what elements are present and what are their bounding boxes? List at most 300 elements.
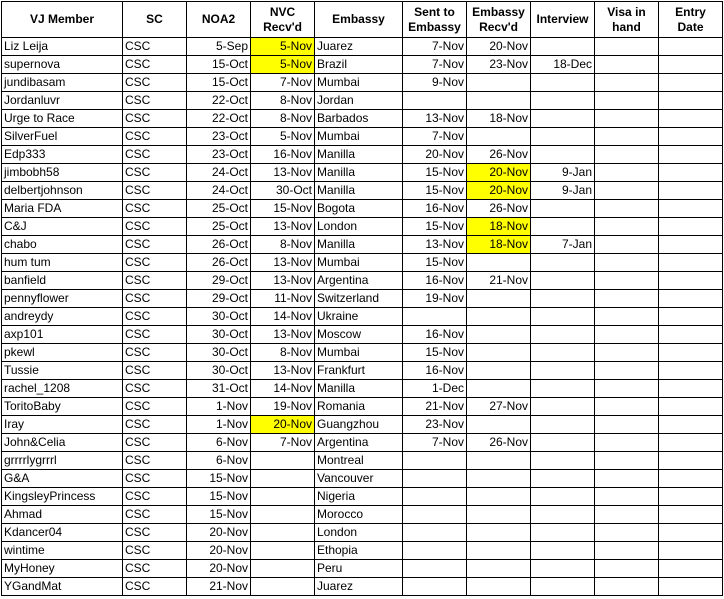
cell-interview[interactable]: [531, 560, 595, 578]
cell-visa-in-hand[interactable]: [595, 326, 659, 344]
cell-sent-to-embassy[interactable]: 16-Nov: [403, 326, 467, 344]
cell-visa-in-hand[interactable]: [595, 128, 659, 146]
cell-embassy[interactable]: Nigeria: [315, 488, 403, 506]
cell-sc[interactable]: CSC: [123, 38, 187, 56]
cell-visa-in-hand[interactable]: [595, 452, 659, 470]
cell-entry-date[interactable]: [659, 542, 723, 560]
cell-sent-to-embassy[interactable]: 23-Nov: [403, 416, 467, 434]
cell-sent-to-embassy[interactable]: 7-Nov: [403, 56, 467, 74]
cell-embassy-recvd[interactable]: 26-Nov: [467, 146, 531, 164]
cell-sent-to-embassy[interactable]: 15-Nov: [403, 254, 467, 272]
cell-embassy-recvd[interactable]: [467, 416, 531, 434]
cell-entry-date[interactable]: [659, 272, 723, 290]
cell-entry-date[interactable]: [659, 182, 723, 200]
cell-embassy[interactable]: Manilla: [315, 380, 403, 398]
cell-noa2[interactable]: 20-Nov: [187, 524, 251, 542]
cell-sc[interactable]: CSC: [123, 578, 187, 596]
cell-sc[interactable]: CSC: [123, 218, 187, 236]
cell-embassy[interactable]: Mumbai: [315, 128, 403, 146]
cell-noa2[interactable]: 30-Oct: [187, 326, 251, 344]
cell-visa-in-hand[interactable]: [595, 164, 659, 182]
cell-sc[interactable]: CSC: [123, 182, 187, 200]
cell-interview[interactable]: [531, 470, 595, 488]
cell-nvc-recvd[interactable]: [251, 488, 315, 506]
cell-entry-date[interactable]: [659, 326, 723, 344]
cell-entry-date[interactable]: [659, 452, 723, 470]
cell-noa2[interactable]: 25-Oct: [187, 200, 251, 218]
cell-noa2[interactable]: 26-Oct: [187, 236, 251, 254]
cell-entry-date[interactable]: [659, 128, 723, 146]
cell-sc[interactable]: CSC: [123, 344, 187, 362]
cell-entry-date[interactable]: [659, 506, 723, 524]
cell-sent-to-embassy[interactable]: 16-Nov: [403, 362, 467, 380]
cell-noa2[interactable]: 6-Nov: [187, 434, 251, 452]
cell-vj-member[interactable]: banfield: [2, 272, 123, 290]
cell-interview[interactable]: [531, 416, 595, 434]
cell-visa-in-hand[interactable]: [595, 398, 659, 416]
cell-noa2[interactable]: 24-Oct: [187, 164, 251, 182]
cell-sent-to-embassy[interactable]: 16-Nov: [403, 272, 467, 290]
cell-nvc-recvd[interactable]: 5-Nov: [251, 56, 315, 74]
cell-visa-in-hand[interactable]: [595, 506, 659, 524]
cell-vj-member[interactable]: Iray: [2, 416, 123, 434]
cell-nvc-recvd[interactable]: 14-Nov: [251, 380, 315, 398]
cell-sc[interactable]: CSC: [123, 56, 187, 74]
cell-interview[interactable]: [531, 92, 595, 110]
cell-nvc-recvd[interactable]: 7-Nov: [251, 434, 315, 452]
cell-embassy-recvd[interactable]: [467, 92, 531, 110]
cell-entry-date[interactable]: [659, 416, 723, 434]
cell-noa2[interactable]: 15-Nov: [187, 470, 251, 488]
cell-vj-member[interactable]: grrrrlygrrrl: [2, 452, 123, 470]
cell-interview[interactable]: [531, 308, 595, 326]
cell-embassy[interactable]: Barbados: [315, 110, 403, 128]
cell-interview[interactable]: [531, 38, 595, 56]
cell-embassy[interactable]: London: [315, 524, 403, 542]
cell-embassy[interactable]: Morocco: [315, 506, 403, 524]
cell-nvc-recvd[interactable]: 5-Nov: [251, 128, 315, 146]
cell-nvc-recvd[interactable]: [251, 470, 315, 488]
cell-entry-date[interactable]: [659, 578, 723, 596]
cell-nvc-recvd[interactable]: 11-Nov: [251, 290, 315, 308]
cell-visa-in-hand[interactable]: [595, 182, 659, 200]
cell-embassy-recvd[interactable]: 27-Nov: [467, 398, 531, 416]
cell-visa-in-hand[interactable]: [595, 578, 659, 596]
cell-sc[interactable]: CSC: [123, 272, 187, 290]
cell-sent-to-embassy[interactable]: 15-Nov: [403, 164, 467, 182]
cell-embassy[interactable]: Bogota: [315, 200, 403, 218]
cell-embassy[interactable]: Montreal: [315, 452, 403, 470]
cell-embassy-recvd[interactable]: 18-Nov: [467, 236, 531, 254]
cell-embassy[interactable]: Moscow: [315, 326, 403, 344]
cell-vj-member[interactable]: SilverFuel: [2, 128, 123, 146]
cell-entry-date[interactable]: [659, 362, 723, 380]
cell-sent-to-embassy[interactable]: [403, 470, 467, 488]
cell-embassy[interactable]: Peru: [315, 560, 403, 578]
cell-embassy-recvd[interactable]: [467, 290, 531, 308]
cell-embassy-recvd[interactable]: 20-Nov: [467, 164, 531, 182]
cell-visa-in-hand[interactable]: [595, 110, 659, 128]
cell-visa-in-hand[interactable]: [595, 416, 659, 434]
cell-nvc-recvd[interactable]: 20-Nov: [251, 416, 315, 434]
cell-noa2[interactable]: 1-Nov: [187, 416, 251, 434]
cell-noa2[interactable]: 31-Oct: [187, 380, 251, 398]
cell-interview[interactable]: 9-Jan: [531, 182, 595, 200]
cell-entry-date[interactable]: [659, 254, 723, 272]
cell-visa-in-hand[interactable]: [595, 92, 659, 110]
cell-embassy[interactable]: Guangzhou: [315, 416, 403, 434]
cell-embassy-recvd[interactable]: [467, 362, 531, 380]
cell-vj-member[interactable]: YGandMat: [2, 578, 123, 596]
cell-interview[interactable]: [531, 128, 595, 146]
cell-sent-to-embassy[interactable]: 7-Nov: [403, 128, 467, 146]
cell-interview[interactable]: [531, 506, 595, 524]
cell-embassy-recvd[interactable]: [467, 470, 531, 488]
cell-sent-to-embassy[interactable]: [403, 542, 467, 560]
cell-noa2[interactable]: 20-Nov: [187, 542, 251, 560]
cell-embassy[interactable]: Switzerland: [315, 290, 403, 308]
cell-interview[interactable]: [531, 344, 595, 362]
cell-nvc-recvd[interactable]: 13-Nov: [251, 218, 315, 236]
cell-visa-in-hand[interactable]: [595, 56, 659, 74]
cell-embassy[interactable]: Manilla: [315, 164, 403, 182]
cell-entry-date[interactable]: [659, 290, 723, 308]
cell-sc[interactable]: CSC: [123, 110, 187, 128]
cell-entry-date[interactable]: [659, 488, 723, 506]
cell-noa2[interactable]: 6-Nov: [187, 452, 251, 470]
cell-noa2[interactable]: 21-Nov: [187, 578, 251, 596]
cell-vj-member[interactable]: rachel_1208: [2, 380, 123, 398]
cell-noa2[interactable]: 22-Oct: [187, 110, 251, 128]
cell-visa-in-hand[interactable]: [595, 560, 659, 578]
cell-vj-member[interactable]: John&Celia: [2, 434, 123, 452]
cell-embassy-recvd[interactable]: [467, 254, 531, 272]
cell-nvc-recvd[interactable]: 13-Nov: [251, 254, 315, 272]
cell-sent-to-embassy[interactable]: 13-Nov: [403, 110, 467, 128]
cell-sent-to-embassy[interactable]: 7-Nov: [403, 38, 467, 56]
cell-vj-member[interactable]: Maria FDA: [2, 200, 123, 218]
cell-vj-member[interactable]: axp101: [2, 326, 123, 344]
cell-interview[interactable]: [531, 272, 595, 290]
cell-nvc-recvd[interactable]: [251, 578, 315, 596]
cell-nvc-recvd[interactable]: 8-Nov: [251, 344, 315, 362]
cell-sc[interactable]: CSC: [123, 470, 187, 488]
cell-visa-in-hand[interactable]: [595, 218, 659, 236]
cell-visa-in-hand[interactable]: [595, 434, 659, 452]
cell-visa-in-hand[interactable]: [595, 542, 659, 560]
cell-vj-member[interactable]: ToritoBaby: [2, 398, 123, 416]
cell-sent-to-embassy[interactable]: [403, 506, 467, 524]
cell-embassy[interactable]: Vancouver: [315, 470, 403, 488]
cell-nvc-recvd[interactable]: 13-Nov: [251, 326, 315, 344]
cell-embassy-recvd[interactable]: [467, 308, 531, 326]
cell-sc[interactable]: CSC: [123, 416, 187, 434]
cell-embassy-recvd[interactable]: [467, 344, 531, 362]
cell-sent-to-embassy[interactable]: 15-Nov: [403, 344, 467, 362]
cell-nvc-recvd[interactable]: 5-Nov: [251, 38, 315, 56]
cell-vj-member[interactable]: Kdancer04: [2, 524, 123, 542]
cell-embassy-recvd[interactable]: [467, 524, 531, 542]
cell-sent-to-embassy[interactable]: 15-Nov: [403, 182, 467, 200]
cell-vj-member[interactable]: wintime: [2, 542, 123, 560]
cell-sc[interactable]: CSC: [123, 200, 187, 218]
cell-sent-to-embassy[interactable]: [403, 92, 467, 110]
cell-visa-in-hand[interactable]: [595, 488, 659, 506]
cell-entry-date[interactable]: [659, 92, 723, 110]
cell-noa2[interactable]: 5-Sep: [187, 38, 251, 56]
cell-vj-member[interactable]: pennyflower: [2, 290, 123, 308]
cell-noa2[interactable]: 26-Oct: [187, 254, 251, 272]
cell-entry-date[interactable]: [659, 236, 723, 254]
cell-sc[interactable]: CSC: [123, 524, 187, 542]
cell-embassy[interactable]: Mumbai: [315, 254, 403, 272]
cell-vj-member[interactable]: KingsleyPrincess: [2, 488, 123, 506]
cell-nvc-recvd[interactable]: 8-Nov: [251, 110, 315, 128]
cell-noa2[interactable]: 23-Oct: [187, 128, 251, 146]
cell-embassy[interactable]: Mumbai: [315, 344, 403, 362]
cell-vj-member[interactable]: Ahmad: [2, 506, 123, 524]
cell-sc[interactable]: CSC: [123, 398, 187, 416]
cell-entry-date[interactable]: [659, 398, 723, 416]
cell-entry-date[interactable]: [659, 560, 723, 578]
cell-sent-to-embassy[interactable]: 19-Nov: [403, 290, 467, 308]
cell-visa-in-hand[interactable]: [595, 362, 659, 380]
cell-visa-in-hand[interactable]: [595, 272, 659, 290]
cell-interview[interactable]: [531, 452, 595, 470]
cell-sent-to-embassy[interactable]: 9-Nov: [403, 74, 467, 92]
cell-sc[interactable]: CSC: [123, 506, 187, 524]
cell-embassy-recvd[interactable]: [467, 128, 531, 146]
cell-embassy-recvd[interactable]: 18-Nov: [467, 110, 531, 128]
cell-sent-to-embassy[interactable]: 16-Nov: [403, 200, 467, 218]
cell-nvc-recvd[interactable]: 13-Nov: [251, 362, 315, 380]
cell-embassy[interactable]: Ethopia: [315, 542, 403, 560]
cell-embassy-recvd[interactable]: 18-Nov: [467, 218, 531, 236]
cell-interview[interactable]: [531, 578, 595, 596]
cell-embassy[interactable]: Manilla: [315, 236, 403, 254]
cell-embassy[interactable]: Argentina: [315, 272, 403, 290]
cell-sc[interactable]: CSC: [123, 542, 187, 560]
cell-nvc-recvd[interactable]: 16-Nov: [251, 146, 315, 164]
cell-sent-to-embassy[interactable]: [403, 578, 467, 596]
cell-embassy[interactable]: London: [315, 218, 403, 236]
cell-nvc-recvd[interactable]: 13-Nov: [251, 272, 315, 290]
cell-noa2[interactable]: 15-Oct: [187, 56, 251, 74]
cell-embassy[interactable]: Juarez: [315, 578, 403, 596]
cell-nvc-recvd[interactable]: 15-Nov: [251, 200, 315, 218]
cell-interview[interactable]: [531, 218, 595, 236]
cell-noa2[interactable]: 29-Oct: [187, 290, 251, 308]
cell-sent-to-embassy[interactable]: 21-Nov: [403, 398, 467, 416]
cell-interview[interactable]: [531, 74, 595, 92]
cell-sc[interactable]: CSC: [123, 254, 187, 272]
cell-nvc-recvd[interactable]: [251, 452, 315, 470]
cell-sent-to-embassy[interactable]: [403, 524, 467, 542]
cell-visa-in-hand[interactable]: [595, 146, 659, 164]
cell-visa-in-hand[interactable]: [595, 236, 659, 254]
cell-interview[interactable]: [531, 524, 595, 542]
cell-visa-in-hand[interactable]: [595, 380, 659, 398]
cell-embassy-recvd[interactable]: [467, 452, 531, 470]
cell-interview[interactable]: [531, 290, 595, 308]
cell-interview[interactable]: [531, 362, 595, 380]
cell-sc[interactable]: CSC: [123, 290, 187, 308]
cell-interview[interactable]: 9-Jan: [531, 164, 595, 182]
cell-embassy[interactable]: Jordan: [315, 92, 403, 110]
cell-embassy[interactable]: Argentina: [315, 434, 403, 452]
cell-embassy[interactable]: Manilla: [315, 182, 403, 200]
cell-embassy[interactable]: Manilla: [315, 146, 403, 164]
cell-embassy[interactable]: Ukraine: [315, 308, 403, 326]
cell-nvc-recvd[interactable]: [251, 524, 315, 542]
cell-embassy-recvd[interactable]: [467, 506, 531, 524]
cell-sc[interactable]: CSC: [123, 128, 187, 146]
cell-entry-date[interactable]: [659, 164, 723, 182]
cell-embassy-recvd[interactable]: 26-Nov: [467, 434, 531, 452]
cell-sc[interactable]: CSC: [123, 488, 187, 506]
cell-visa-in-hand[interactable]: [595, 200, 659, 218]
cell-sent-to-embassy[interactable]: 1-Dec: [403, 380, 467, 398]
cell-embassy-recvd[interactable]: [467, 560, 531, 578]
cell-noa2[interactable]: 30-Oct: [187, 308, 251, 326]
cell-sent-to-embassy[interactable]: [403, 452, 467, 470]
cell-sent-to-embassy[interactable]: 20-Nov: [403, 146, 467, 164]
cell-visa-in-hand[interactable]: [595, 524, 659, 542]
cell-embassy[interactable]: Brazil: [315, 56, 403, 74]
cell-entry-date[interactable]: [659, 470, 723, 488]
cell-sc[interactable]: CSC: [123, 146, 187, 164]
cell-entry-date[interactable]: [659, 218, 723, 236]
cell-visa-in-hand[interactable]: [595, 74, 659, 92]
cell-sc[interactable]: CSC: [123, 308, 187, 326]
cell-sc[interactable]: CSC: [123, 74, 187, 92]
cell-vj-member[interactable]: Edp333: [2, 146, 123, 164]
cell-sent-to-embassy[interactable]: [403, 488, 467, 506]
cell-vj-member[interactable]: Urge to Race: [2, 110, 123, 128]
cell-entry-date[interactable]: [659, 380, 723, 398]
cell-vj-member[interactable]: pkewl: [2, 344, 123, 362]
cell-entry-date[interactable]: [659, 56, 723, 74]
cell-noa2[interactable]: 15-Oct: [187, 74, 251, 92]
cell-interview[interactable]: [531, 380, 595, 398]
cell-visa-in-hand[interactable]: [595, 344, 659, 362]
cell-visa-in-hand[interactable]: [595, 290, 659, 308]
cell-embassy[interactable]: Romania: [315, 398, 403, 416]
cell-sc[interactable]: CSC: [123, 452, 187, 470]
cell-noa2[interactable]: 15-Nov: [187, 488, 251, 506]
cell-embassy-recvd[interactable]: [467, 74, 531, 92]
cell-vj-member[interactable]: jundibasam: [2, 74, 123, 92]
cell-interview[interactable]: [531, 254, 595, 272]
cell-vj-member[interactable]: chabo: [2, 236, 123, 254]
cell-sc[interactable]: CSC: [123, 92, 187, 110]
cell-entry-date[interactable]: [659, 200, 723, 218]
cell-noa2[interactable]: 23-Oct: [187, 146, 251, 164]
cell-interview[interactable]: [531, 398, 595, 416]
cell-vj-member[interactable]: jimbobh58: [2, 164, 123, 182]
cell-embassy-recvd[interactable]: 20-Nov: [467, 182, 531, 200]
cell-vj-member[interactable]: andreydy: [2, 308, 123, 326]
cell-entry-date[interactable]: [659, 110, 723, 128]
cell-sent-to-embassy[interactable]: [403, 308, 467, 326]
cell-interview[interactable]: [531, 110, 595, 128]
cell-visa-in-hand[interactable]: [595, 470, 659, 488]
cell-vj-member[interactable]: Tussie: [2, 362, 123, 380]
cell-nvc-recvd[interactable]: 30-Oct: [251, 182, 315, 200]
cell-noa2[interactable]: 30-Oct: [187, 362, 251, 380]
cell-noa2[interactable]: 30-Oct: [187, 344, 251, 362]
cell-nvc-recvd[interactable]: [251, 506, 315, 524]
cell-interview[interactable]: [531, 434, 595, 452]
cell-noa2[interactable]: 15-Nov: [187, 506, 251, 524]
cell-entry-date[interactable]: [659, 308, 723, 326]
cell-sc[interactable]: CSC: [123, 164, 187, 182]
cell-nvc-recvd[interactable]: [251, 542, 315, 560]
cell-embassy-recvd[interactable]: [467, 488, 531, 506]
cell-entry-date[interactable]: [659, 38, 723, 56]
cell-nvc-recvd[interactable]: 8-Nov: [251, 92, 315, 110]
cell-sent-to-embassy[interactable]: 13-Nov: [403, 236, 467, 254]
cell-embassy-recvd[interactable]: [467, 380, 531, 398]
cell-sent-to-embassy[interactable]: 15-Nov: [403, 218, 467, 236]
cell-sc[interactable]: CSC: [123, 326, 187, 344]
cell-embassy-recvd[interactable]: [467, 542, 531, 560]
cell-noa2[interactable]: 20-Nov: [187, 560, 251, 578]
cell-visa-in-hand[interactable]: [595, 308, 659, 326]
cell-vj-member[interactable]: supernova: [2, 56, 123, 74]
cell-embassy-recvd[interactable]: 21-Nov: [467, 272, 531, 290]
cell-vj-member[interactable]: MyHoney: [2, 560, 123, 578]
cell-sc[interactable]: CSC: [123, 362, 187, 380]
cell-visa-in-hand[interactable]: [595, 254, 659, 272]
cell-entry-date[interactable]: [659, 146, 723, 164]
cell-entry-date[interactable]: [659, 344, 723, 362]
cell-vj-member[interactable]: C&J: [2, 218, 123, 236]
cell-visa-in-hand[interactable]: [595, 38, 659, 56]
cell-vj-member[interactable]: Jordanluvr: [2, 92, 123, 110]
cell-vj-member[interactable]: Liz Leija: [2, 38, 123, 56]
cell-sc[interactable]: CSC: [123, 380, 187, 398]
cell-entry-date[interactable]: [659, 74, 723, 92]
cell-interview[interactable]: 7-Jan: [531, 236, 595, 254]
cell-interview[interactable]: [531, 200, 595, 218]
cell-nvc-recvd[interactable]: 13-Nov: [251, 164, 315, 182]
cell-vj-member[interactable]: hum tum: [2, 254, 123, 272]
cell-interview[interactable]: 18-Dec: [531, 56, 595, 74]
cell-sc[interactable]: CSC: [123, 236, 187, 254]
cell-vj-member[interactable]: delbertjohnson: [2, 182, 123, 200]
cell-embassy-recvd[interactable]: [467, 326, 531, 344]
cell-embassy[interactable]: Frankfurt: [315, 362, 403, 380]
cell-nvc-recvd[interactable]: 8-Nov: [251, 236, 315, 254]
cell-interview[interactable]: [531, 542, 595, 560]
cell-nvc-recvd[interactable]: 7-Nov: [251, 74, 315, 92]
cell-embassy-recvd[interactable]: [467, 578, 531, 596]
cell-sc[interactable]: CSC: [123, 560, 187, 578]
cell-nvc-recvd[interactable]: [251, 560, 315, 578]
cell-embassy[interactable]: Juarez: [315, 38, 403, 56]
cell-noa2[interactable]: 1-Nov: [187, 398, 251, 416]
cell-noa2[interactable]: 24-Oct: [187, 182, 251, 200]
cell-embassy-recvd[interactable]: 20-Nov: [467, 38, 531, 56]
cell-embassy-recvd[interactable]: 23-Nov: [467, 56, 531, 74]
cell-interview[interactable]: [531, 488, 595, 506]
cell-nvc-recvd[interactable]: 14-Nov: [251, 308, 315, 326]
cell-noa2[interactable]: 29-Oct: [187, 272, 251, 290]
cell-embassy[interactable]: Mumbai: [315, 74, 403, 92]
cell-noa2[interactable]: 25-Oct: [187, 218, 251, 236]
cell-vj-member[interactable]: G&A: [2, 470, 123, 488]
